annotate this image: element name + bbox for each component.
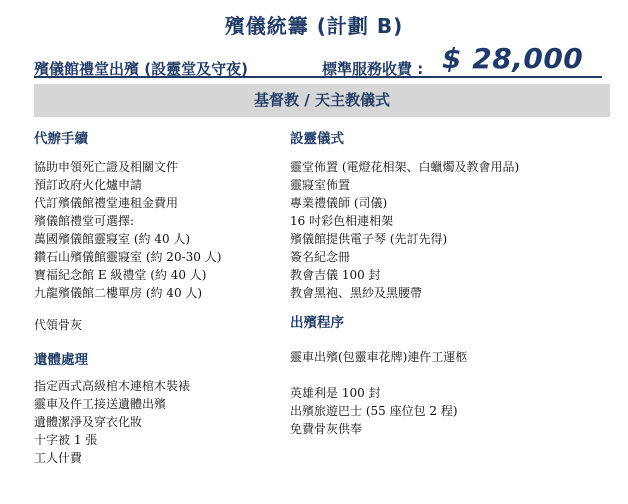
section-title-funeral-procession: 出殯程序	[290, 315, 344, 331]
list-item: 殯儀館提供電子琴 (先訂先得)	[290, 232, 448, 246]
left-column	[34, 128, 284, 467]
list-item: 萬國殯儀館靈寢室 (約 40 人)	[34, 232, 191, 246]
list-item: 教會吉儀 100 封	[290, 268, 381, 282]
list-item: 預訂政府火化爐申請	[34, 178, 143, 192]
list-item: 代訂殯儀館禮堂連租金費用	[34, 196, 179, 210]
package-name: 殯儀館禮堂出殯 (設靈堂及守夜)	[34, 60, 248, 78]
list-item: 英雄利是 100 封	[290, 386, 381, 400]
list-item: 出殯旅遊巴士 (55 座位包 2 程)	[290, 404, 458, 418]
list-item: 簽名紀念冊	[290, 250, 351, 264]
list-item: 殯儀館禮堂可選擇:	[34, 214, 135, 228]
funeral-procession-list	[290, 348, 610, 438]
section-title-procedures: 代辦手續	[34, 131, 88, 147]
list-item: 遺體潔淨及穿衣化妝	[34, 415, 143, 429]
section-title-body-care: 遺體處理	[34, 352, 88, 368]
list-item: 靈堂佈置 (電燈花相架、白蠟燭及教會用品)	[290, 160, 520, 174]
list-item: 靈車及仵工接送遺體出殯	[34, 397, 167, 411]
list-item: 免費骨灰供奉	[290, 422, 363, 436]
list-item: 工人什費	[34, 451, 83, 465]
section-title-memorial-setup: 設靈儀式	[290, 131, 344, 147]
list-item: 靈寢室佈置	[290, 178, 351, 192]
page-title: 殯儀統籌 (計劃 B)	[224, 14, 404, 38]
fee-label: 標準服務收費 :	[322, 60, 424, 78]
memorial-setup-list	[290, 158, 610, 302]
list-item: 九龍殯儀館二樓單房 (約 40 人)	[34, 286, 203, 300]
list-item: 寶福紀念館 E 級禮堂 (約 40 人)	[34, 268, 207, 282]
list-item: 靈車出殯(包靈車花牌)連仵工運柩	[290, 350, 468, 364]
procedures-list	[34, 158, 284, 302]
price-value: $ 28,000	[442, 42, 584, 75]
body-care-list	[34, 377, 284, 467]
rite-band: 基督教 / 天主教儀式	[34, 84, 610, 117]
ashes-collection-item: 代領骨灰	[34, 318, 83, 332]
package-header	[34, 44, 602, 78]
list-item: 指定西式高級棺木連棺木裝裱	[34, 379, 191, 393]
list-item: 16 吋彩色相連相架	[290, 214, 394, 228]
list-item: 教會黑袍、黑紗及黑腰帶	[290, 286, 423, 300]
list-item: 鑽石山殯儀館靈寢室 (約 20-30 人)	[34, 250, 222, 264]
list-item: 十字被 1 張	[34, 433, 98, 447]
right-column	[290, 128, 610, 438]
list-item-spacer	[290, 366, 610, 384]
list-item: 協助申領死亡證及相關文件	[34, 160, 179, 174]
list-item: 專業禮儀師 (司儀)	[290, 196, 388, 210]
